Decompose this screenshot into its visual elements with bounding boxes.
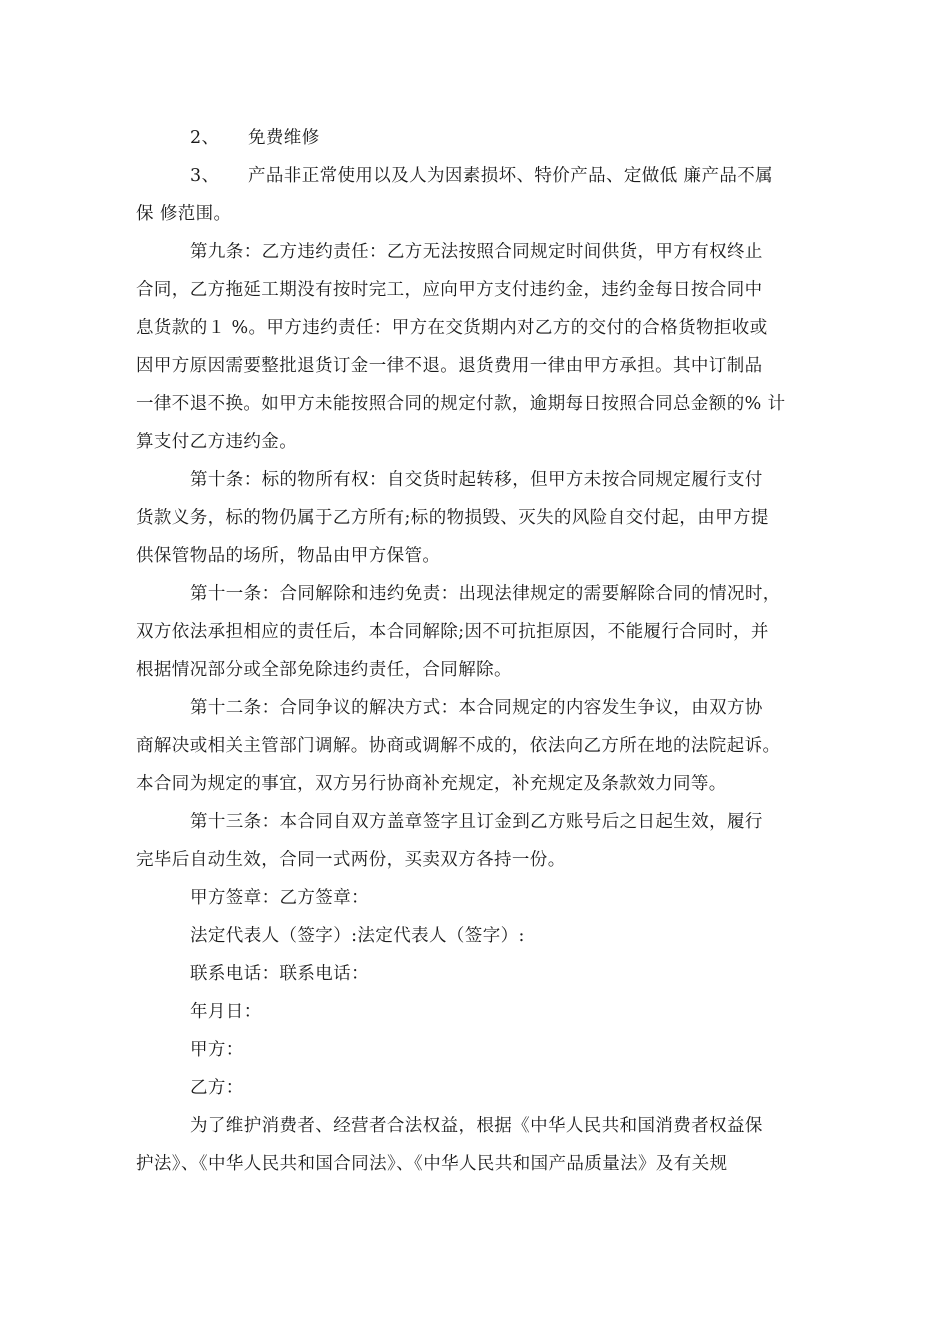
- list-item-number: 2、: [190, 128, 220, 148]
- article-13-line: 第十三条：本合同自双方盖章签字且订金到乙方账号后之日起生效，履行: [190, 812, 763, 832]
- article-9-line: 第九条：乙方违约责任：乙方无法按照合同规定时间供货，甲方有权终止: [190, 242, 763, 262]
- article-11-line: 双方依法承担相应的责任后，本合同解除;因不可抗拒原因，不能履行合同时，并: [136, 622, 769, 642]
- preamble-line: 为了维护消费者、经营者合法权益，根据《中华人民共和国消费者权益保: [190, 1116, 763, 1136]
- article-11-line: 第十一条：合同解除和违约免责：出现法律规定的需要解除合同的情况时，: [190, 584, 781, 604]
- list-item-text: 免费维修: [248, 128, 320, 148]
- article-11-line: 根据情况部分或全部免除违约责任，合同解除。: [136, 660, 512, 680]
- article-9-line: 因甲方原因需要整批退货订金一律不退。退货费用一律由甲方承担。其中订制品: [136, 356, 763, 376]
- article-9-line: 合同，乙方拖延工期没有按时完工，应向甲方支付违约金，违约金每日按合同中: [136, 280, 763, 300]
- signature-phone-line: 联系电话：联系电话：: [190, 964, 369, 984]
- article-12-line: 本合同为规定的事宜，双方另行协商补充规定，补充规定及条款效力同等。: [136, 774, 727, 794]
- list-item-2: [190, 126, 320, 150]
- article-12-line: 商解决或相关主管部门调解。协商或调解不成的，依法向乙方所在地的法院起诉。: [136, 736, 781, 756]
- signature-party-b: 乙方：: [190, 1078, 244, 1098]
- article-9-line: 算支付乙方违约金。: [136, 432, 298, 452]
- article-13-line: 完毕后自动生效，合同一式两份，买卖双方各持一份。: [136, 850, 566, 870]
- article-10-line: 供保管物品的场所，物品由甲方保管。: [136, 546, 441, 566]
- article-9-line: 一律不退不换。如甲方未能按照合同的规定付款，逾期每日按照合同总金额的% 计: [136, 394, 786, 414]
- article-9-line: 息货款的１ %。甲方违约责任：甲方在交货期内对乙方的交付的合格货物拒收或: [136, 318, 768, 338]
- signature-seal-line: 甲方签章：乙方签章：: [190, 888, 369, 908]
- signature-representative-line: 法定代表人（签字）:法定代表人（签字）:: [190, 926, 525, 946]
- signature-party-a: 甲方：: [190, 1040, 244, 1060]
- article-10-line: 第十条：标的物所有权：自交货时起转移，但甲方未按合同规定履行支付: [190, 470, 763, 490]
- article-10-line: 货款义务，标的物仍属于乙方所有;标的物损毁、灭失的风险自交付起，由甲方提: [136, 508, 769, 528]
- signature-date-line: 年月日：: [190, 1002, 262, 1022]
- list-item-text: 产品非正常使用以及人为因素损坏、特价产品、定做低 廉产品不属: [248, 166, 774, 186]
- list-item-3: [190, 164, 773, 188]
- list-item-3-continuation: 保 修范围。: [136, 204, 232, 224]
- article-12-line: 第十二条：合同争议的解决方式：本合同规定的内容发生争议，由双方协: [190, 698, 763, 718]
- preamble-line: 护法》、《中华人民共和国合同法》、《中华人民共和国产品质量法》及有关规: [136, 1154, 728, 1174]
- list-item-number: 3、: [190, 166, 220, 186]
